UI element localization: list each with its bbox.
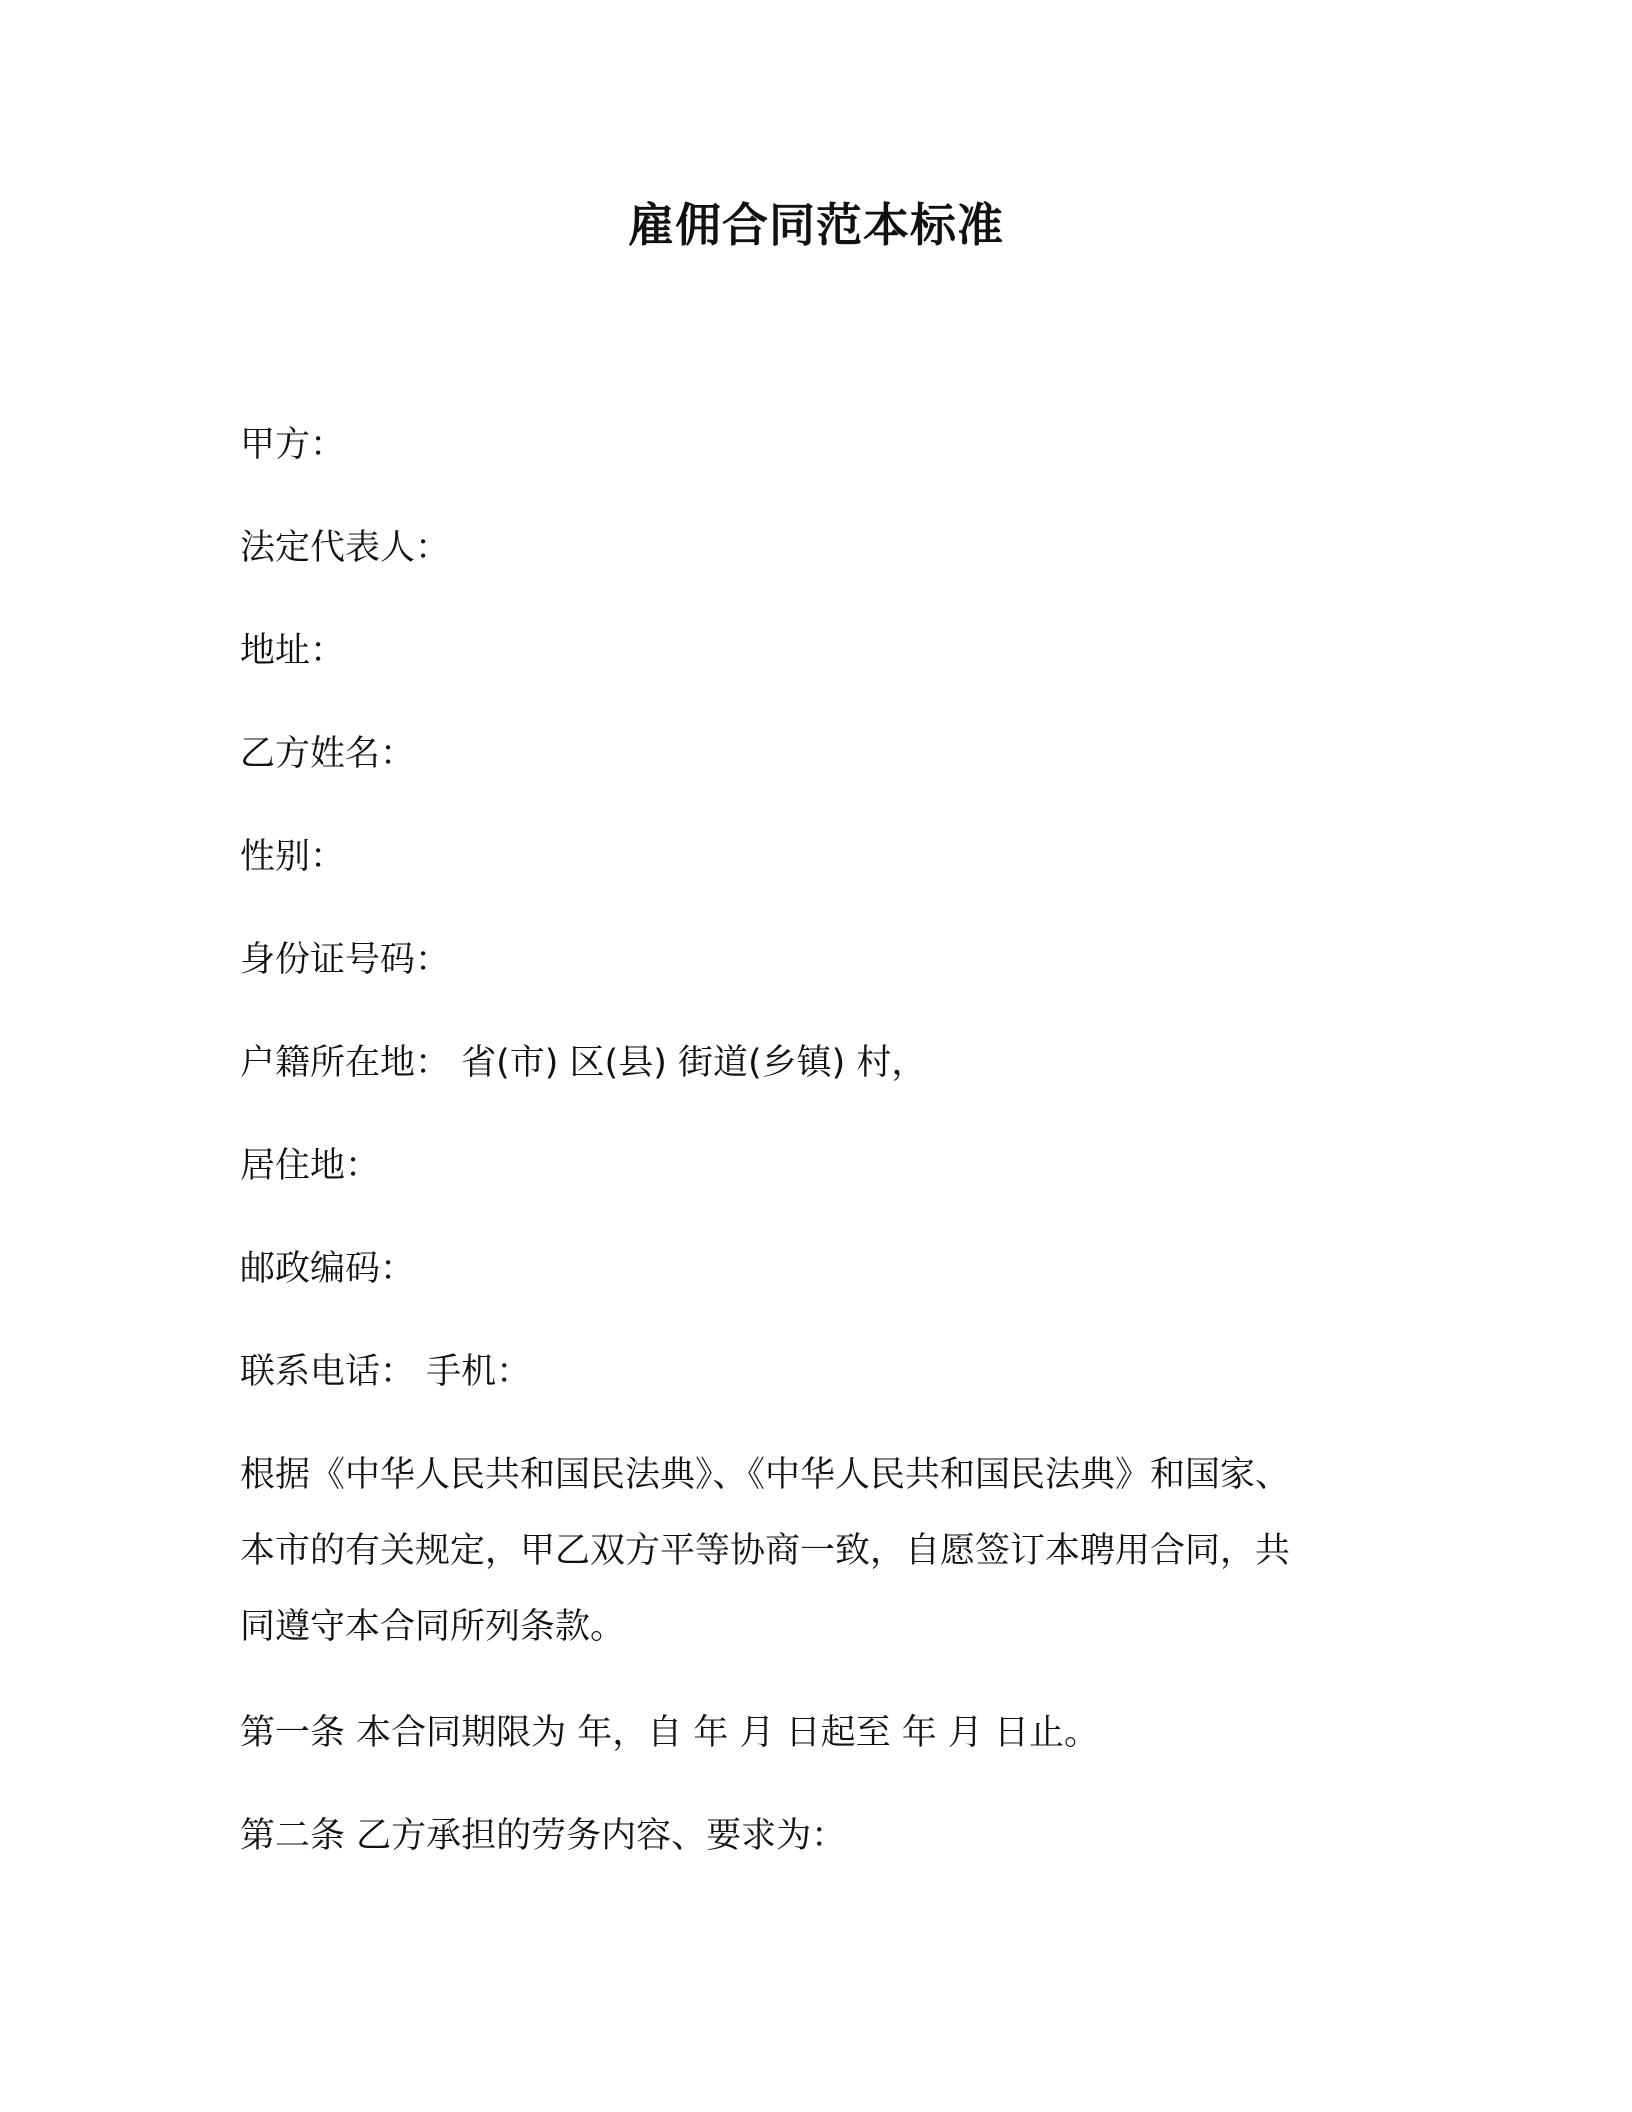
field-postal-code: 邮政编码： — [240, 1249, 416, 1289]
intro-line: 同遵守本合同所列条款。 — [240, 1607, 626, 1647]
intro-line: 本市的有关规定，甲乙双方平等协商一致，自愿签订本聘用合同，共 — [240, 1531, 1291, 1571]
field-household-registration: 户籍所在地： 省(市) 区(县) 街道(乡镇) 村， — [240, 1043, 927, 1083]
intro-paragraph — [240, 1437, 1400, 1665]
field-address: 地址： — [240, 631, 346, 671]
field-party-a: 甲方： — [240, 425, 346, 465]
field-legal-representative: 法定代表人： — [240, 528, 451, 568]
field-gender: 性别： — [240, 837, 346, 877]
field-contact-phone: 联系电话： 手机： — [240, 1352, 532, 1392]
article-1: 第一条 本合同期限为 年，自 年 月 日起至 年 月 日止。 — [240, 1713, 1100, 1753]
field-id-number: 身份证号码： — [240, 940, 451, 980]
intro-line: 根据《中华人民共和国民法典》、《中华人民共和国民法典》和国家、 — [240, 1455, 1291, 1495]
field-residence: 居住地： — [240, 1146, 381, 1186]
article-2: 第二条 乙方承担的劳务内容、要求为： — [240, 1816, 847, 1856]
document-title: 雇佣合同范本标准 — [628, 198, 1004, 252]
field-party-b-name: 乙方姓名： — [240, 734, 416, 774]
